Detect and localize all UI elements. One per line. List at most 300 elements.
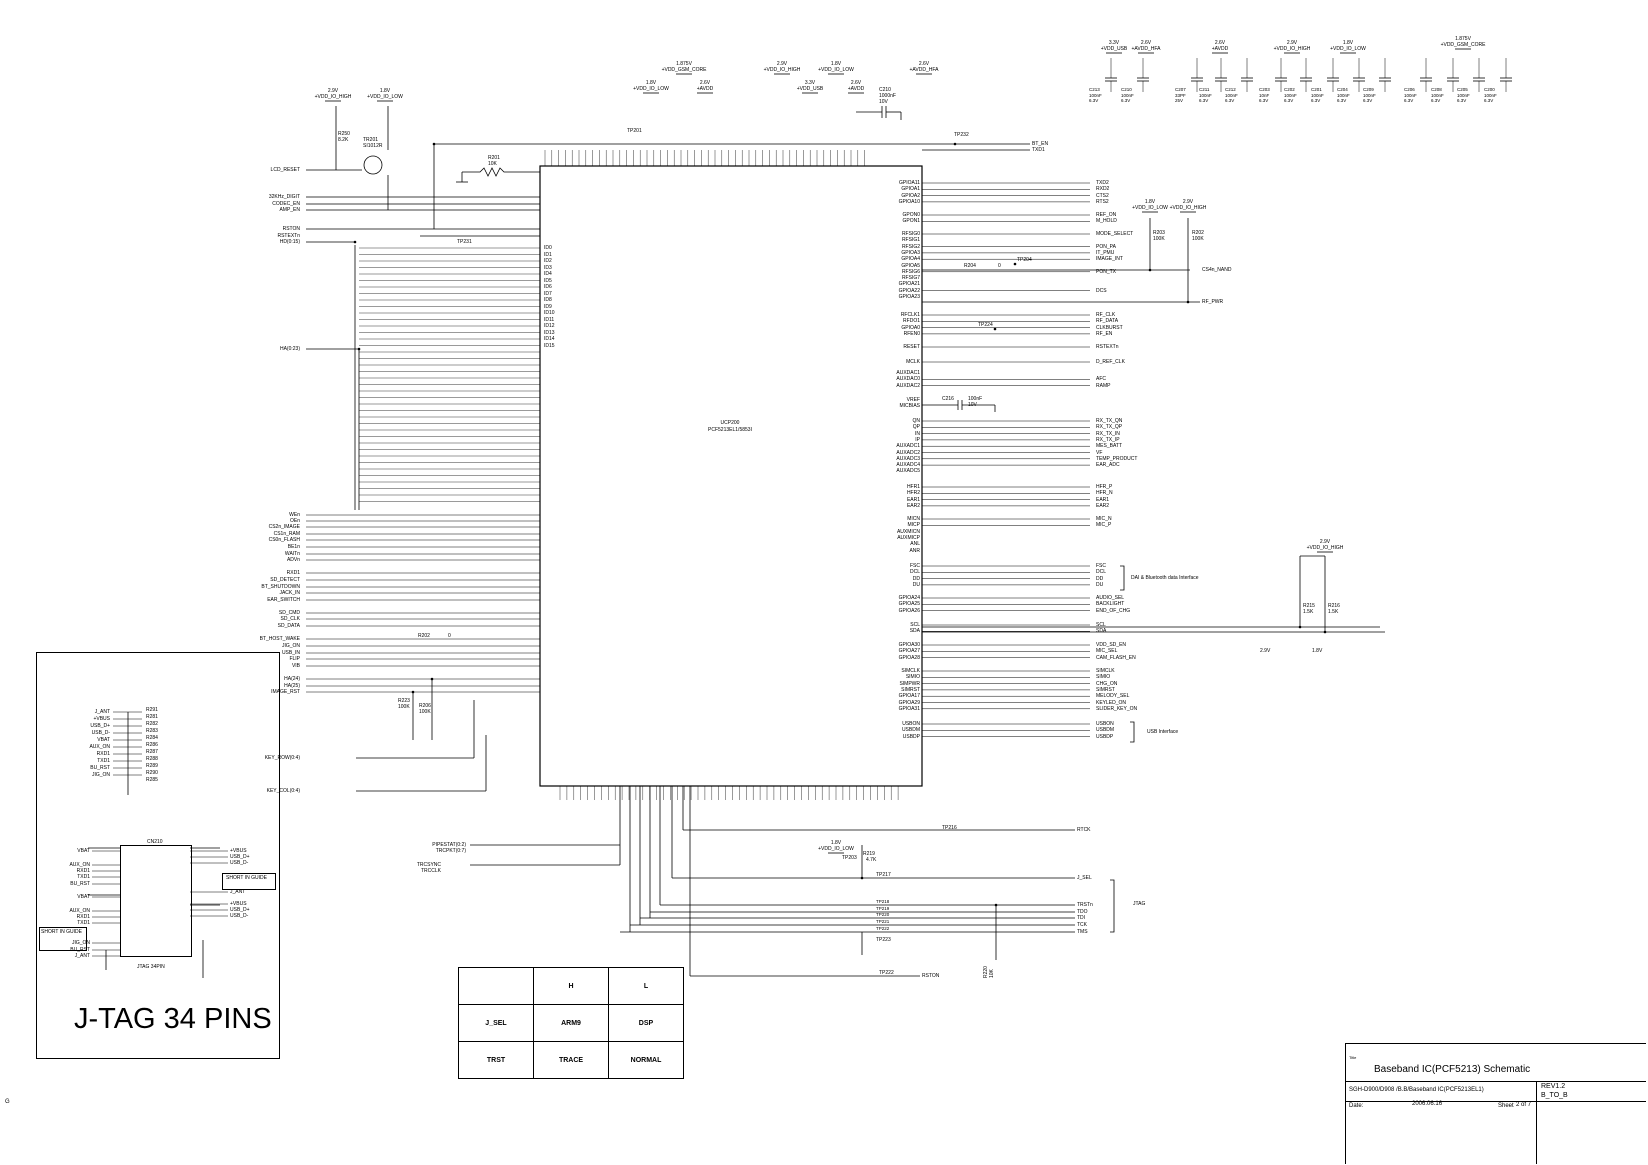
right-pin-label: FSC bbox=[910, 563, 920, 569]
jtag-top-resistor: R286 bbox=[146, 742, 158, 748]
jtag-top-net: AUX_ON bbox=[89, 744, 110, 750]
tp217-label: TP217 bbox=[876, 872, 891, 878]
tp216-label: TP216 bbox=[942, 825, 957, 831]
right-pin-label: USBDP bbox=[902, 733, 920, 740]
jtag-top-resistor: R291 bbox=[146, 707, 158, 713]
jtag-net-label: TMS bbox=[1077, 929, 1088, 935]
right-net-label: BACKLIGHT bbox=[1096, 601, 1125, 608]
power-rail-name: +VDD_GSM_CORE bbox=[1440, 42, 1486, 48]
power-rail-voltage: 1.8V bbox=[830, 840, 842, 846]
jtag-connector-body bbox=[120, 845, 192, 957]
power-rail-voltage: 1.8V bbox=[830, 61, 842, 67]
jtag-top-resistor: R289 bbox=[146, 763, 158, 769]
jtag-testpoint-label: TP219 bbox=[876, 906, 890, 911]
cap-vr: 6.3V bbox=[1457, 98, 1467, 103]
left-net-label: 32KHz_DIGIT bbox=[268, 194, 300, 200]
right-pin-label: GPIOA4 bbox=[901, 256, 920, 263]
right-net-label: VDD_SD_EN bbox=[1096, 642, 1127, 648]
jtag-top-net: JIG_ON bbox=[91, 772, 110, 778]
right-net-label: AFC bbox=[1096, 376, 1106, 383]
connector-left-net: TXD1 bbox=[77, 920, 90, 926]
r203-value: 100K bbox=[1153, 236, 1165, 242]
right-pin-label: MICN bbox=[907, 516, 920, 522]
sheet-label: Sheet bbox=[1498, 1103, 1514, 1109]
data-pin-label: ID0 bbox=[544, 245, 552, 251]
c210-value: 1000nF bbox=[879, 93, 896, 99]
rail-29v-note: 2.9V bbox=[1260, 648, 1271, 654]
cap-v: 33PF bbox=[1175, 92, 1186, 98]
right-net-label: FSC bbox=[1096, 563, 1106, 569]
right-net-label: KEYLED_ON bbox=[1096, 699, 1127, 706]
data-pin-label: ID4 bbox=[544, 271, 552, 277]
date-label: Date: bbox=[1349, 1103, 1364, 1109]
right-net-label: MIC_SEL bbox=[1096, 648, 1118, 655]
cap-r: C202 bbox=[1284, 87, 1295, 92]
cap-v: 100nF bbox=[1089, 92, 1102, 98]
cap-r: C206 bbox=[1404, 87, 1415, 92]
jtag-top-resistor: R281 bbox=[146, 714, 158, 720]
right-net-label: RF_CLK bbox=[1096, 312, 1116, 318]
r220-label: R220 bbox=[983, 966, 989, 978]
right-pin-label: MICBIAS bbox=[899, 403, 920, 410]
net-trcsync: TRCSYNC bbox=[416, 862, 441, 868]
jtag-testpoint-label: TP221 bbox=[876, 919, 890, 924]
connector-right-net: USB_D- bbox=[230, 860, 249, 866]
jtag-top-resistor: R285 bbox=[146, 777, 158, 783]
power-rail-voltage: 2.9V bbox=[1319, 539, 1331, 545]
right-net-label: MIC_N bbox=[1096, 516, 1112, 522]
jtag-top-net: RXD1 bbox=[96, 751, 110, 757]
tp223-label: TP223 bbox=[876, 937, 891, 943]
right-pin-label: AUXMICP bbox=[897, 534, 920, 541]
right-net-label: RX_TX_QP bbox=[1096, 424, 1123, 431]
net-rston: RSTON bbox=[922, 973, 940, 979]
right-pin-label: GPIOA27 bbox=[898, 648, 920, 655]
truth-row-jsel: J_SEL bbox=[459, 1005, 534, 1042]
power-rail-voltage: 1.8V bbox=[1144, 199, 1156, 205]
right-pin-label: EAR1 bbox=[906, 496, 920, 503]
right-pin-label: USBON bbox=[902, 721, 920, 727]
truth-row-trst: TRST bbox=[459, 1042, 534, 1079]
right-pin-label: RFCLK1 bbox=[900, 312, 920, 318]
power-rail-name: +VDD_IO_LOW bbox=[818, 846, 854, 852]
power-rail-voltage: 2.6V bbox=[1140, 40, 1152, 46]
connector-refdes: CN210 bbox=[147, 839, 163, 845]
power-rail-voltage: 2.6V bbox=[918, 61, 930, 67]
jtag-top-net: BU_RST bbox=[90, 765, 110, 771]
data-pin-label: ID13 bbox=[544, 329, 555, 336]
power-rail-name: +VDD_IO_HIGH bbox=[314, 94, 352, 100]
connector-right-net: +VBUS bbox=[230, 901, 247, 907]
net-rf-pwr: RF_PWR bbox=[1202, 299, 1224, 305]
right-net-label: HFR_P bbox=[1096, 484, 1113, 490]
right-pin-label: MCLK bbox=[906, 359, 920, 365]
data-pin-label: ID10 bbox=[544, 310, 555, 316]
right-pin-label: GPIOA26 bbox=[898, 607, 920, 614]
right-pin-label: GPIOA24 bbox=[898, 595, 920, 601]
c216-value: 100nF bbox=[968, 396, 983, 402]
power-rail-voltage: 3.3V bbox=[804, 80, 816, 86]
right-pin-label: QN bbox=[912, 418, 920, 424]
right-net-label: CLKBURST bbox=[1096, 324, 1123, 331]
cap-r: C208 bbox=[1431, 87, 1442, 92]
right-pin-label: AUXDAC2 bbox=[896, 382, 920, 389]
r204-label: R204 bbox=[964, 263, 976, 269]
title-text: Baseband IC(PCF5213) Schematic bbox=[1374, 1064, 1531, 1075]
cap-vr: 6.3V bbox=[1311, 98, 1321, 103]
left-net-label: JIG_ON bbox=[281, 643, 300, 649]
power-rail-name: +VDD_IO_LOW bbox=[1330, 46, 1366, 52]
cap-vr: 6.3V bbox=[1363, 98, 1373, 103]
jtag-top-resistor: R287 bbox=[146, 749, 158, 755]
r223-value: 100K bbox=[398, 704, 410, 710]
left-net-label: FLIP bbox=[289, 656, 300, 662]
power-rail-name: +AVDD bbox=[1211, 46, 1229, 52]
net-rtck: RTCK bbox=[1077, 827, 1091, 833]
jtag-top-resistor: R284 bbox=[146, 735, 158, 741]
cap-vr: 6.3V bbox=[1259, 98, 1269, 103]
junction-dot bbox=[433, 143, 436, 146]
right-pin-label: EAR2 bbox=[906, 502, 920, 509]
cap-vr: 25V bbox=[1175, 98, 1184, 103]
right-net-label: PON_PA bbox=[1096, 243, 1116, 250]
cap-v: 100nF bbox=[1457, 92, 1470, 98]
data-pin-label: ID14 bbox=[544, 336, 555, 342]
right-net-label: M_HOLD bbox=[1096, 218, 1117, 225]
truth-header-blank bbox=[459, 968, 534, 1005]
power-rail-name: +VDD_IO_HIGH bbox=[1306, 545, 1344, 551]
r201-value: 10K bbox=[488, 161, 497, 167]
right-pin-label: GPIOA17 bbox=[898, 693, 920, 700]
right-pin-label: GPIOA31 bbox=[898, 705, 920, 712]
right-pin-label: GPIOA25 bbox=[898, 601, 920, 608]
power-rail-voltage: 2.9V bbox=[776, 61, 788, 67]
right-pin-label: AUXADC4 bbox=[896, 462, 920, 469]
cap-v: 100nF bbox=[1431, 92, 1444, 98]
truth-trst-l: NORMAL bbox=[609, 1042, 684, 1079]
truth-jsel-h: ARM9 bbox=[534, 1005, 609, 1042]
revision-label: REV1.2 bbox=[1541, 1083, 1566, 1090]
dai-note: DAI & Bluetooth data Interface bbox=[1131, 575, 1199, 581]
left-net-label: CS2n_IMAGE bbox=[268, 524, 300, 530]
tr201-label: TR201 bbox=[363, 137, 379, 143]
left-net-label: HA(0:23) bbox=[279, 346, 300, 352]
junction-dot bbox=[1014, 263, 1017, 266]
jtag-top-resistor: R283 bbox=[146, 728, 158, 734]
right-pin-label: AUXADC2 bbox=[896, 449, 920, 456]
right-net-label: RF_EN bbox=[1096, 330, 1113, 337]
connector-left-net: AUX_ON bbox=[69, 862, 90, 868]
jtag-testpoint-label: TP218 bbox=[876, 899, 890, 904]
usb-note: USB Interface bbox=[1147, 729, 1179, 735]
left-net-label: USB_IN bbox=[281, 650, 300, 656]
left-net-label: OEn bbox=[289, 518, 300, 524]
connector-left-net: J_ANT bbox=[74, 953, 90, 959]
left-net-label: JACK_IN bbox=[279, 590, 300, 596]
left-net-label: KEY_COL(0:4) bbox=[266, 788, 300, 794]
jtag-testpoint-label: TP222 bbox=[876, 926, 890, 931]
cap-vr: 6.3V bbox=[1225, 98, 1235, 103]
power-rail-name: +AVDD_HFA bbox=[1131, 46, 1161, 52]
power-rail-voltage: 1.875V bbox=[1455, 36, 1471, 42]
right-pin-label: HFR2 bbox=[906, 490, 920, 497]
junction-dot bbox=[412, 691, 415, 694]
right-pin-label: ANL bbox=[910, 541, 920, 548]
right-net-label: CAM_FLASH_EN bbox=[1096, 654, 1136, 661]
power-rail-voltage: 2.9V bbox=[1286, 40, 1298, 46]
jtag-net-label: TRSTn bbox=[1077, 902, 1093, 908]
left-net-label: RSTON bbox=[282, 226, 300, 232]
connector-left-net: RXD1 bbox=[76, 914, 90, 920]
connector-left-net: JIG_ON bbox=[71, 940, 90, 946]
power-rail-voltage: 2.6V bbox=[1214, 40, 1226, 46]
right-net-label: TEMP_PRODUCT bbox=[1096, 455, 1138, 462]
power-rail-name: +VDD_IO_HIGH bbox=[1169, 205, 1207, 211]
power-rail-name: +VDD_USB bbox=[1100, 46, 1128, 52]
data-pin-label: ID5 bbox=[544, 277, 552, 284]
power-rail-name: +VDD_IO_HIGH bbox=[763, 67, 801, 73]
right-net-label: SIMRST bbox=[1096, 686, 1115, 693]
c210-voltage: 10V bbox=[879, 99, 888, 105]
right-pin-label: RFSIG0 bbox=[901, 231, 920, 237]
c210-label: C210 bbox=[879, 87, 891, 93]
cap-r: C207 bbox=[1175, 87, 1186, 92]
tp232-label: TP232 bbox=[954, 132, 969, 138]
cap-v: 100nF bbox=[1484, 92, 1497, 98]
title-block bbox=[1345, 1043, 1646, 1164]
data-pin-label: ID3 bbox=[544, 264, 552, 271]
jtag-top-net: J_ANT bbox=[94, 709, 110, 715]
r250-value: 8.2K bbox=[338, 137, 349, 143]
right-pin-label: RFEN0 bbox=[903, 330, 920, 337]
jtag-top-resistor: R290 bbox=[146, 770, 158, 776]
right-net-label: TXD2 bbox=[1096, 180, 1109, 186]
right-pin-label: GPIOA21 bbox=[898, 281, 920, 288]
r206-label: R206 bbox=[419, 703, 431, 709]
right-net-label: CTS2 bbox=[1096, 192, 1109, 199]
net-cs4n-nand: CS4n_NAND bbox=[1202, 267, 1232, 273]
revision-value: B_TO_B bbox=[1541, 1092, 1568, 1099]
power-rail-voltage: 2.9V bbox=[327, 88, 339, 94]
jtag-note: JTAG bbox=[1133, 901, 1146, 907]
junction-dot bbox=[1187, 301, 1190, 304]
r223-label: R223 bbox=[398, 698, 410, 704]
right-pin-label: GPIOA2 bbox=[901, 192, 920, 199]
cap-vr: 6.3V bbox=[1404, 98, 1414, 103]
right-net-label: SIMCLK bbox=[1096, 668, 1115, 674]
cap-vr: 6.3V bbox=[1484, 98, 1494, 103]
right-net-label: USBON bbox=[1096, 721, 1114, 727]
left-net-label: EAR_SWITCH bbox=[267, 597, 300, 603]
jtag-truth-table bbox=[458, 967, 684, 1079]
jtag-top-net: VBAT bbox=[97, 737, 110, 743]
r202-label: R202 bbox=[418, 633, 430, 639]
power-rail-voltage: 1.875V bbox=[676, 61, 692, 67]
cap-r: C205 bbox=[1457, 87, 1468, 92]
r215-label: R215 bbox=[1303, 603, 1315, 609]
left-net-label: AMP_EN bbox=[279, 207, 300, 213]
right-pin-label: GPIOA30 bbox=[898, 642, 920, 648]
left-net-label: VIB bbox=[291, 663, 300, 669]
r203-label: R203 bbox=[1153, 230, 1165, 236]
connector-right-net: J_ANT bbox=[230, 889, 246, 895]
right-net-label: EAR2 bbox=[1096, 502, 1110, 509]
right-net-label: USBDP bbox=[1096, 733, 1114, 740]
power-rail-voltage: 1.8V bbox=[645, 80, 657, 86]
cap-v: 100nF bbox=[1284, 92, 1297, 98]
left-net-label: HA(25) bbox=[284, 683, 300, 689]
r202-value: 0 bbox=[448, 633, 451, 639]
power-rail-name: +AVDD bbox=[847, 86, 865, 92]
junction-dot bbox=[861, 877, 864, 880]
left-net-label: BT_HOST_WAKE bbox=[259, 636, 300, 642]
jtag-net-label: TCK bbox=[1077, 922, 1087, 928]
right-net-label: RXD2 bbox=[1096, 186, 1110, 193]
right-pin-label: DU bbox=[912, 581, 920, 588]
right-pin-label: AUXADC3 bbox=[896, 455, 920, 462]
right-pin-label: SIMIO bbox=[905, 674, 920, 681]
r201-label: R201 bbox=[488, 155, 500, 161]
power-rail-voltage: 2.6V bbox=[850, 80, 862, 86]
right-net-label: RX_TX_QN bbox=[1096, 418, 1123, 424]
date-value: 2006.06.16 bbox=[1412, 1101, 1443, 1107]
cap-v: 10nF bbox=[1259, 92, 1270, 98]
right-net-label: RF_DATA bbox=[1096, 318, 1119, 325]
connector-left-net: VBAT bbox=[77, 848, 90, 854]
jtag-net-label: TDI bbox=[1077, 915, 1086, 921]
right-net-label: SIMIO bbox=[1096, 674, 1111, 681]
right-net-label: DCS bbox=[1096, 287, 1107, 294]
net-trcclk: TRCCLK bbox=[420, 868, 441, 874]
connector-right-net: USB_D+ bbox=[230, 907, 250, 913]
right-pin-label: HFR1 bbox=[906, 484, 920, 490]
r219-value: 4.7K bbox=[866, 857, 877, 863]
data-pin-label: ID2 bbox=[544, 258, 552, 264]
jtag-top-resistor: R282 bbox=[146, 721, 158, 727]
title-caption: Title bbox=[1349, 1055, 1357, 1060]
right-pin-label: GPIOA22 bbox=[898, 287, 920, 294]
net-bt-en: BT_EN bbox=[1032, 141, 1049, 147]
cap-v: 100nF bbox=[1363, 92, 1376, 98]
right-net-label: D_REF_CLK bbox=[1096, 359, 1125, 365]
short-in-guide-label-left: SHORT IN GUIDE bbox=[41, 929, 82, 935]
right-pin-label: AUXDAC0 bbox=[896, 376, 920, 383]
jtag-testpoint-label: TP220 bbox=[876, 912, 890, 917]
right-pin-label: SIMRST bbox=[901, 686, 920, 693]
right-pin-label: SIMCLK bbox=[901, 668, 920, 674]
r216-label: R216 bbox=[1328, 603, 1340, 609]
junction-dot bbox=[994, 328, 997, 331]
junction-dot bbox=[1149, 269, 1152, 272]
connector-left-net: RXD1 bbox=[76, 868, 90, 874]
right-pin-label: QP bbox=[912, 424, 920, 431]
tp224-label: TP224 bbox=[978, 322, 993, 328]
right-pin-label: RFSIG1 bbox=[901, 237, 920, 244]
power-rail-voltage: 1.8V bbox=[379, 88, 391, 94]
right-net-label: PON_TX bbox=[1096, 268, 1117, 275]
right-pin-label: GPIOA29 bbox=[898, 699, 920, 706]
ic-refdes: UCP200 bbox=[720, 420, 740, 426]
junction-dot bbox=[354, 241, 357, 244]
right-net-label: SDA bbox=[1096, 628, 1107, 635]
cap-r: C209 bbox=[1363, 87, 1374, 92]
connector-left-net: BU_RST bbox=[70, 947, 90, 953]
right-pin-label: GPIOA0 bbox=[901, 324, 920, 331]
right-net-label: IT_PMU bbox=[1096, 249, 1115, 256]
cap-vr: 6.3V bbox=[1284, 98, 1294, 103]
left-net-label: SD_DETECT bbox=[270, 577, 300, 583]
right-pin-label: SCL bbox=[910, 622, 920, 628]
left-net-label: SD_DATA bbox=[277, 623, 300, 629]
right-pin-label: SDA bbox=[909, 628, 920, 635]
power-rail-name: +VDD_GSM_CORE bbox=[661, 67, 707, 73]
right-pin-label: GPIOA23 bbox=[898, 294, 920, 300]
data-pin-label: ID8 bbox=[544, 297, 552, 303]
power-rail-voltage: 3.3V bbox=[1108, 40, 1120, 46]
cap-v: 100nF bbox=[1199, 92, 1212, 98]
corner-marker: G bbox=[5, 1099, 10, 1105]
right-pin-label: GPIOA11 bbox=[898, 180, 920, 186]
cap-v: 100nF bbox=[1404, 92, 1417, 98]
right-net-label: SCL bbox=[1096, 622, 1106, 628]
left-net-label: WEn bbox=[289, 512, 300, 518]
jtag-top-net: +VBUS bbox=[93, 716, 110, 722]
right-net-label: DU bbox=[1096, 581, 1104, 588]
junction-dot bbox=[1299, 626, 1302, 629]
right-pin-label: GPIOA28 bbox=[898, 654, 920, 661]
truth-trst-h: TRACE bbox=[534, 1042, 609, 1079]
c216-voltage: 10V bbox=[968, 402, 977, 408]
right-pin-label: AUXMICN bbox=[896, 528, 920, 535]
junction-dot bbox=[954, 143, 957, 146]
tp222-label: TP222 bbox=[879, 970, 894, 976]
junction-dot bbox=[358, 348, 361, 351]
tp201-label: TP201 bbox=[627, 128, 642, 134]
net-trcpkt: TRCPKT(0:7) bbox=[435, 848, 466, 854]
right-net-label: RTS2 bbox=[1096, 198, 1109, 205]
right-net-label: EAR_ADC bbox=[1096, 462, 1120, 469]
right-pin-label: GPIOA1 bbox=[901, 186, 920, 193]
cap-r: C212 bbox=[1225, 87, 1236, 92]
right-net-label: CHG_ON bbox=[1096, 680, 1118, 687]
tr201-part: SI1012R bbox=[363, 143, 383, 149]
jtag-top-net: USB_D+ bbox=[90, 723, 110, 729]
left-net-label: HA(24) bbox=[284, 676, 300, 682]
data-pin-label: ID15 bbox=[544, 342, 555, 349]
cap-vr: 6.3V bbox=[1431, 98, 1441, 103]
c216-label: C216 bbox=[942, 396, 954, 402]
right-net-label: SLIDER_KEY_ON bbox=[1096, 705, 1138, 712]
cap-r: C210 bbox=[1121, 87, 1132, 92]
right-net-label: RX_TX_IN bbox=[1096, 430, 1120, 437]
power-rail-voltage: 2.6V bbox=[699, 80, 711, 86]
power-rail-name: +VDD_IO_LOW bbox=[367, 94, 403, 100]
r215-value: 1.5K bbox=[1303, 609, 1314, 615]
right-pin-label: ANR bbox=[909, 547, 920, 554]
right-net-label: MODE_SELECT bbox=[1096, 231, 1134, 237]
junction-dot bbox=[431, 678, 434, 681]
left-net-label: BT_SHUTDOWN bbox=[261, 584, 300, 590]
r202b-label: R202 bbox=[1192, 230, 1204, 236]
right-pin-label: GPIOA3 bbox=[901, 249, 920, 256]
right-pin-label: GPIOA10 bbox=[898, 198, 920, 205]
cap-r: C213 bbox=[1089, 87, 1100, 92]
cap-v: 100nF bbox=[1337, 92, 1350, 98]
power-rail-voltage: 2.9V bbox=[1182, 199, 1194, 205]
junction-dot bbox=[995, 904, 998, 907]
short-in-guide-label-right: SHORT IN GUIDE bbox=[226, 875, 267, 881]
right-pin-label: GPON1 bbox=[902, 218, 920, 225]
